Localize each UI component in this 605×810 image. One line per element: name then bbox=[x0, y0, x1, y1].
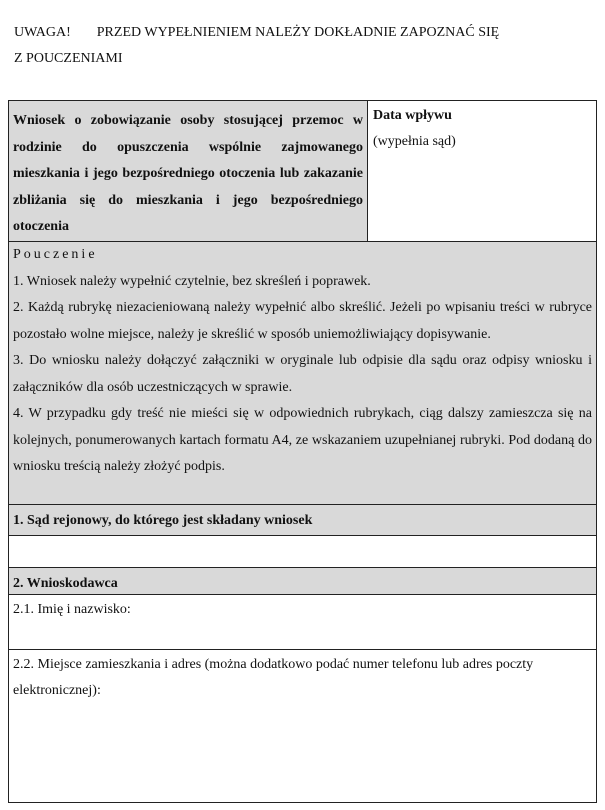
address-label: 2.2. Miejsce zamieszkania i adres (można dodatkowo podać numer telefonu lub adres poczty elektronicznej): bbox=[13, 657, 534, 698]
instruction-item: 1. Wniosek należy wypełnić czytelnie, bez skreśleń i poprawek. bbox=[13, 273, 371, 289]
warning-block bbox=[14, 20, 599, 72]
instruction-item: 2. Każdą rubrykę niezacieniowaną należy wypełnić albo skreślić. Jeżeli po wpisaniu treści w rubryce pozostało wolne miejsce, należy je skreślić w sposób uniemożliwiający dopisywanie. bbox=[13, 300, 592, 342]
instruction-item: 4. W przypadku gdy treść nie mieści się w odpowiednich rubrykach, ciąg dalszy zamieszcza się na kolejnych, ponumerowanych kartach formatu A4, ze wskazaniem uzupełnianej rubryki. Pod dodaną do wniosku treścią należy złożyć podpis. bbox=[13, 406, 592, 474]
instructions-block bbox=[9, 242, 596, 505]
full-name-field[interactable] bbox=[9, 595, 596, 650]
application-form bbox=[8, 100, 597, 803]
receipt-date-label: Data wpływu bbox=[373, 108, 452, 123]
form-title: Wniosek o zobowiązanie osoby stosującej przemoc w rodzinie do opuszczenia wspólnie zajmowanego mieszkania i jego bezpośredniego otoczenia lub zakazanie zbliżania się do mieszkania i jego bezpośredniego otoczenia bbox=[9, 101, 368, 242]
receipt-date-note: (wypełnia sąd) bbox=[373, 134, 456, 149]
warning-label: UWAGA! bbox=[14, 25, 71, 40]
address-field[interactable] bbox=[9, 650, 596, 802]
full-name-label: 2.1. Imię i nazwisko: bbox=[13, 602, 131, 617]
court-name-field[interactable] bbox=[9, 536, 596, 568]
instructions-heading: Pouczenie bbox=[13, 247, 98, 262]
warning-text: PRZED WYPEŁNIENIEM NALEŻY DOKŁADNIE ZAPOZNAĆ SIĘ bbox=[96, 25, 500, 40]
section-1-heading: 1. Sąd rejonowy, do którego jest składany wniosek bbox=[9, 505, 596, 536]
warning-text-continued: Z POUCZENIAMI bbox=[14, 51, 123, 66]
instruction-item: 3. Do wniosku należy dołączyć załączniki w oryginale lub odpisie dla sądu oraz odpisy wniosku i załączników dla osób uczestniczących w sprawie. bbox=[13, 353, 592, 395]
section-2-heading: 2. Wnioskodawca bbox=[9, 568, 596, 595]
receipt-date-field[interactable] bbox=[368, 101, 596, 242]
